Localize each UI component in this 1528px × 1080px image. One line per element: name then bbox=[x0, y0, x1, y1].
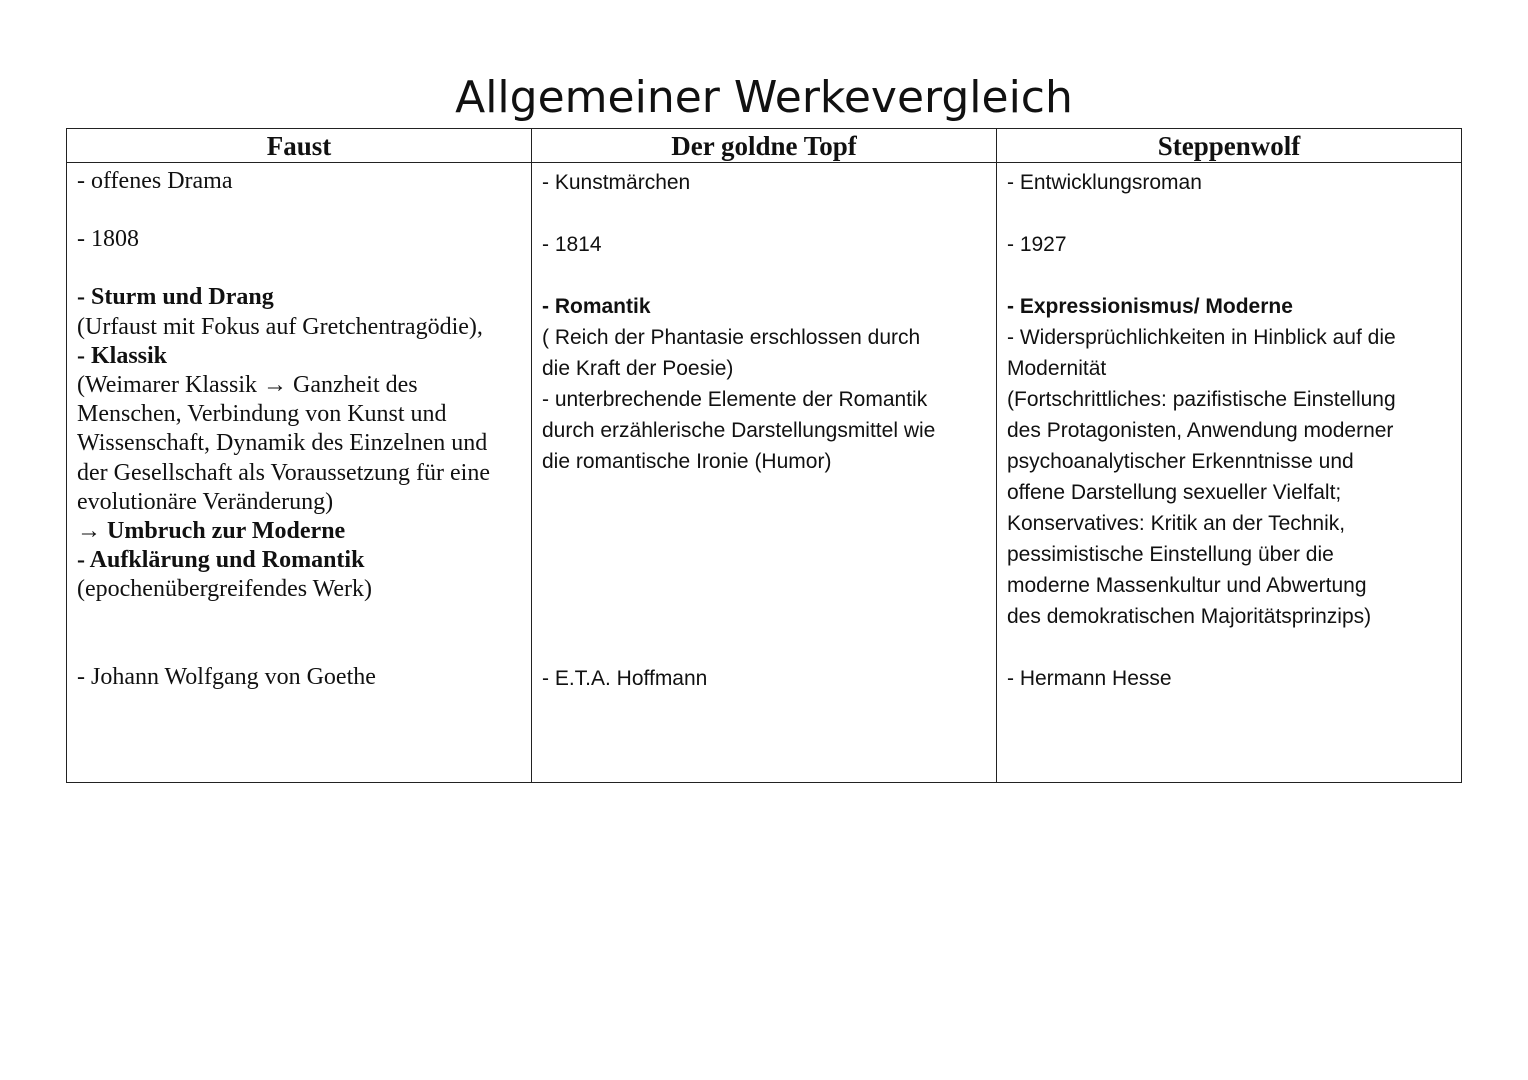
steppenwolf-desc-line: Modernität bbox=[1007, 357, 1107, 380]
goldne-topf-epoch: - Romantik bbox=[542, 295, 651, 318]
goldne-topf-author: - E.T.A. Hoffmann bbox=[542, 667, 708, 690]
steppenwolf-cell bbox=[997, 163, 1461, 782]
faust-epoch-sturm-und-drang: - Sturm und Drang bbox=[77, 284, 274, 311]
faust-klassik-desc-line: Menschen, Verbindung von Kunst und bbox=[77, 401, 447, 428]
steppenwolf-desc-line: pessimistische Einstellung über die bbox=[1007, 543, 1334, 566]
steppenwolf-genre: - Entwicklungsroman bbox=[1007, 171, 1202, 194]
steppenwolf-desc-line: moderne Massenkultur und Abwertung bbox=[1007, 574, 1367, 597]
steppenwolf-epoch: - Expressionismus/ Moderne bbox=[1007, 295, 1293, 318]
faust-cell bbox=[67, 163, 532, 782]
column-header-der-goldne-topf: Der goldne Topf bbox=[532, 129, 997, 163]
faust-transition: → Umbruch zur Moderne bbox=[77, 518, 346, 545]
faust-author: - Johann Wolfgang von Goethe bbox=[77, 663, 376, 690]
faust-epoch3-desc: (epochenübergreifendes Werk) bbox=[77, 576, 373, 603]
steppenwolf-year: - 1927 bbox=[1007, 233, 1067, 256]
goldne-topf-desc-line: - unterbrechende Elemente der Romantik bbox=[542, 388, 928, 411]
goldne-topf-desc-line: die romantische Ironie (Humor) bbox=[542, 450, 832, 473]
goldne-topf-desc-line: ( Reich der Phantasie erschlossen durch bbox=[542, 326, 921, 349]
steppenwolf-desc-line: des demokratischen Majoritätsprinzips) bbox=[1007, 605, 1372, 628]
faust-klassik-desc-line: evolutionäre Veränderung) bbox=[77, 488, 334, 515]
goldne-topf-cell bbox=[532, 163, 997, 782]
faust-year: - 1808 bbox=[77, 226, 139, 253]
steppenwolf-desc-line: (Fortschrittliches: pazifistische Einstellung bbox=[1007, 388, 1396, 411]
steppenwolf-desc-line: Konservatives: Kritik an der Technik, bbox=[1007, 512, 1346, 535]
goldne-topf-year: - 1814 bbox=[542, 233, 602, 256]
steppenwolf-author: - Hermann Hesse bbox=[1007, 667, 1172, 690]
column-header-faust: Faust bbox=[67, 129, 532, 163]
faust-klassik-desc-line: der Gesellschaft als Voraussetzung für eine bbox=[77, 459, 490, 486]
faust-epoch-aufklaerung-romantik: - Aufklärung und Romantik bbox=[77, 547, 365, 574]
steppenwolf-desc-line: des Protagonisten, Anwendung moderner bbox=[1007, 419, 1394, 442]
faust-klassik-desc-line: Wissenschaft, Dynamik des Einzelnen und bbox=[77, 430, 488, 457]
goldne-topf-desc-line: die Kraft der Poesie) bbox=[542, 357, 734, 380]
page-title: Allgemeiner Werkevergleich bbox=[455, 72, 1073, 123]
faust-epoch-sturm-und-drang-desc: (Urfaust mit Fokus auf Gretchentragödie), bbox=[77, 313, 483, 340]
steppenwolf-desc-line: offene Darstellung sexueller Vielfalt; bbox=[1007, 481, 1342, 504]
faust-epoch-klassik: - Klassik bbox=[77, 342, 168, 369]
steppenwolf-desc-line: psychoanalytischer Erkenntnisse und bbox=[1007, 450, 1354, 473]
steppenwolf-desc-line: - Widersprüchlichkeiten in Hinblick auf die bbox=[1007, 326, 1396, 349]
column-header-steppenwolf: Steppenwolf bbox=[997, 129, 1461, 163]
goldne-topf-desc-line: durch erzählerische Darstellungsmittel wie bbox=[542, 419, 936, 442]
goldne-topf-genre: - Kunstmärchen bbox=[542, 171, 691, 194]
faust-genre: - offenes Drama bbox=[77, 168, 233, 194]
faust-klassik-desc-line: (Weimarer Klassik → Ganzheit des bbox=[77, 372, 418, 399]
comparison-table bbox=[66, 128, 1462, 783]
